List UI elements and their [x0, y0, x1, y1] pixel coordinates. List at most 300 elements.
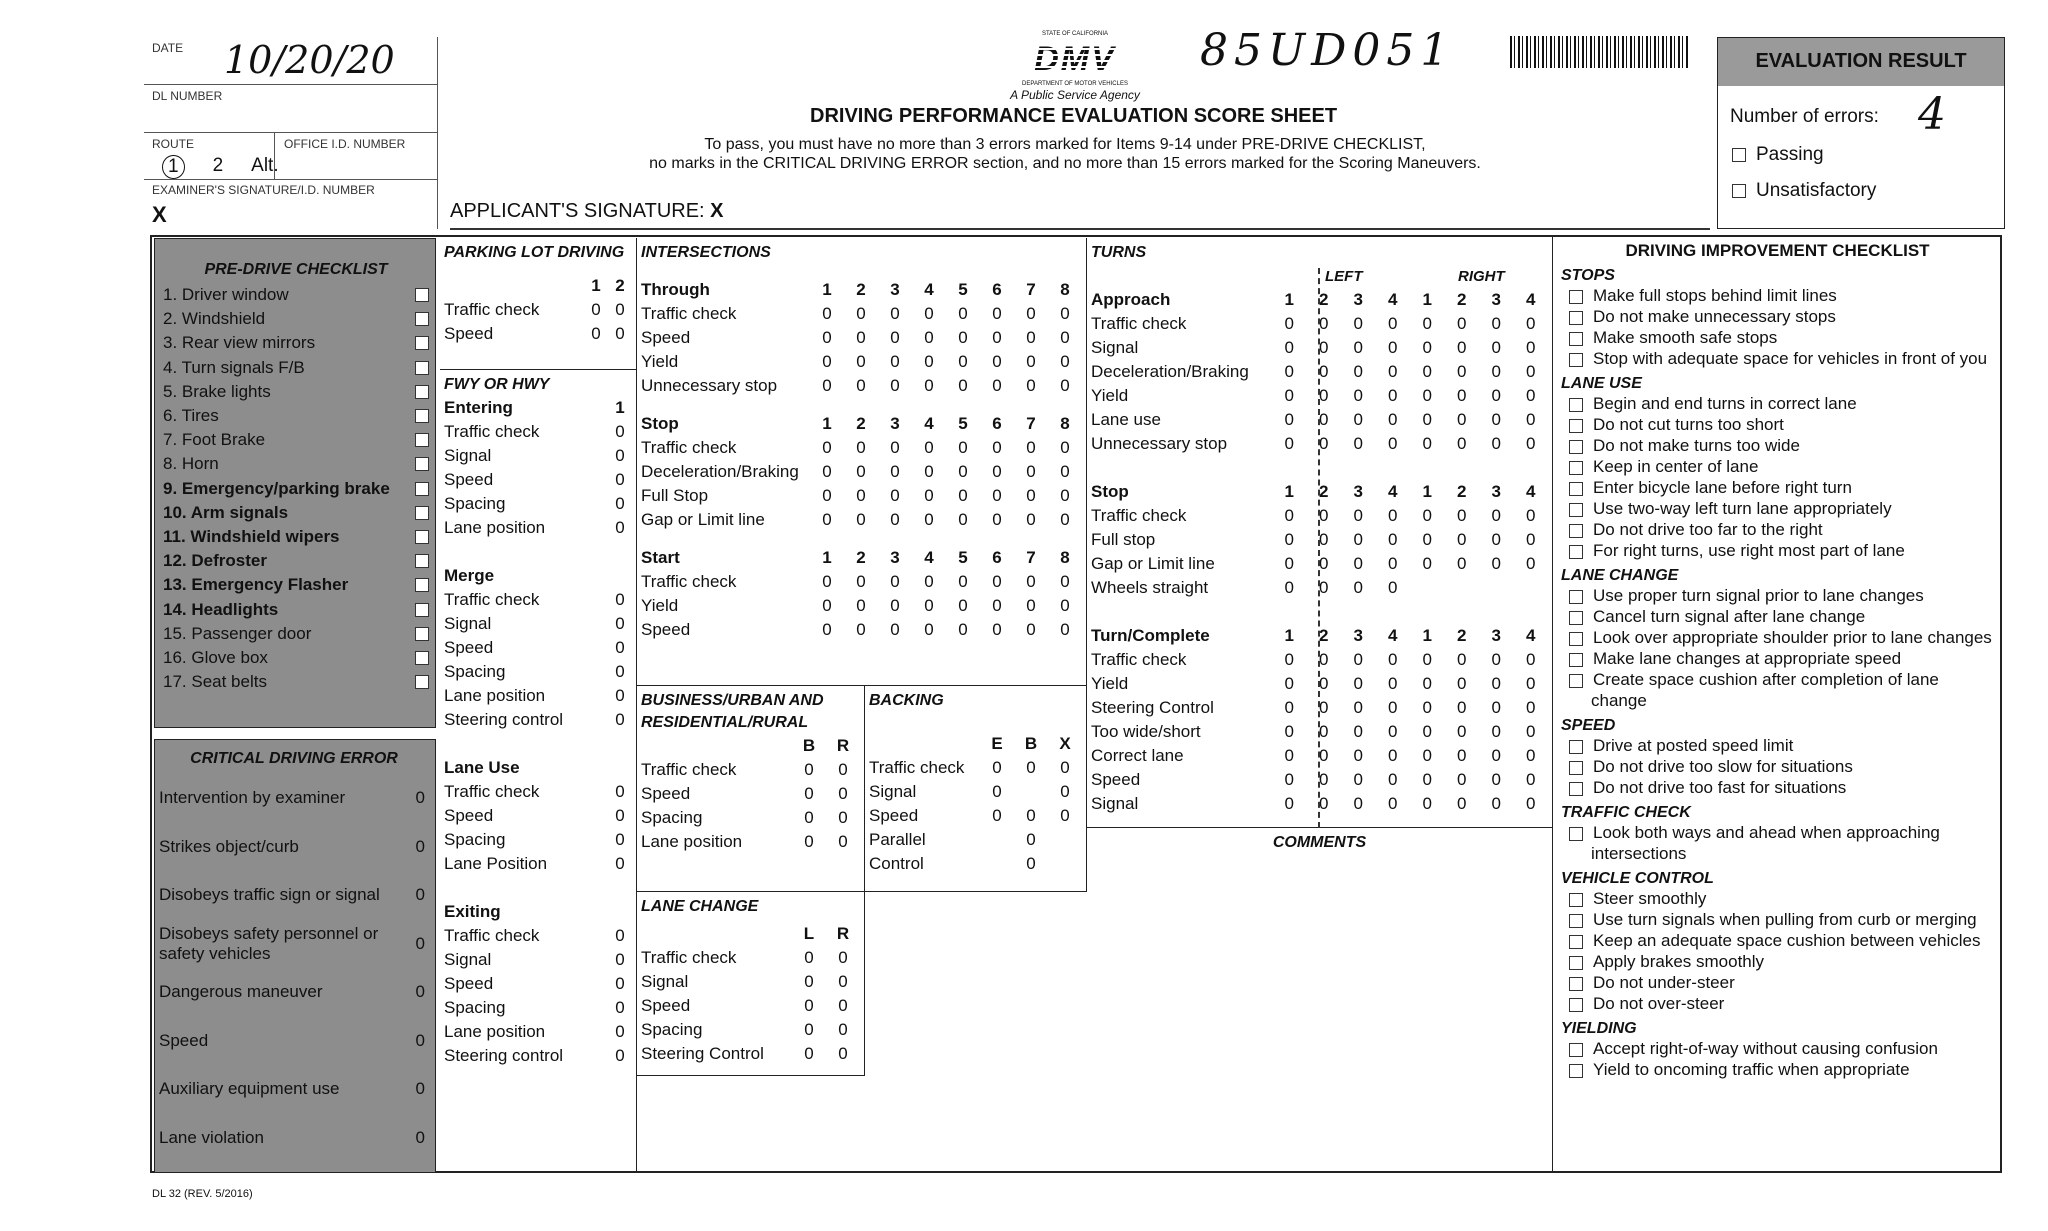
score-cell[interactable]: 0: [1060, 462, 1070, 481]
predrive-item[interactable]: [163, 597, 429, 621]
score-cell[interactable]: 0: [1457, 314, 1467, 333]
checkbox[interactable]: [1569, 503, 1583, 517]
score-cell[interactable]: 0: [890, 304, 900, 323]
route-option-alt[interactable]: Alt.: [251, 155, 279, 176]
score-cell[interactable]: 0: [856, 572, 866, 591]
score-cell[interactable]: 0: [1319, 362, 1329, 381]
score-cell[interactable]: 0: [1457, 722, 1467, 741]
score-cell[interactable]: 0: [804, 832, 814, 851]
checkbox[interactable]: [1569, 590, 1583, 604]
score-cell[interactable]: 0: [1026, 620, 1036, 639]
improvement-item[interactable]: [1561, 477, 1994, 498]
score-cell[interactable]: 0: [1457, 434, 1467, 453]
score-cell[interactable]: 0: [1060, 782, 1070, 801]
improvement-item[interactable]: [1561, 393, 1994, 414]
passing-checkbox[interactable]: [1732, 144, 1824, 166]
score-cell[interactable]: 0: [1388, 530, 1398, 549]
score-cell[interactable]: 0: [1284, 794, 1294, 813]
score-cell[interactable]: 0: [1388, 794, 1398, 813]
score-cell[interactable]: 0: [838, 784, 848, 803]
score-cell[interactable]: [1410, 578, 1445, 598]
improvement-item[interactable]: [1561, 951, 1994, 972]
score-cell[interactable]: 0: [992, 328, 1002, 347]
score-cell[interactable]: 0: [1491, 650, 1501, 669]
checkbox[interactable]: [415, 530, 429, 544]
score-cell[interactable]: 0: [1526, 674, 1536, 693]
score-cell[interactable]: 0: [856, 328, 866, 347]
critical-error-item[interactable]: [159, 920, 429, 969]
score-cell[interactable]: 0: [1026, 462, 1036, 481]
score-cell[interactable]: 0: [822, 596, 832, 615]
score-cell[interactable]: 0: [992, 304, 1002, 323]
score-cell[interactable]: 0: [958, 352, 968, 371]
score-cell[interactable]: 0: [1353, 794, 1363, 813]
score-cell[interactable]: 0: [1526, 746, 1536, 765]
score-cell[interactable]: 0: [1319, 314, 1329, 333]
predrive-item[interactable]: [163, 452, 429, 476]
score-cell[interactable]: 0: [1060, 510, 1070, 529]
checkbox[interactable]: [1569, 332, 1583, 346]
improvement-item[interactable]: [1561, 348, 1994, 369]
improvement-item[interactable]: [1561, 456, 1994, 477]
score-cell[interactable]: 0: [924, 328, 934, 347]
score-cell[interactable]: 0: [804, 972, 814, 991]
score-cell[interactable]: 0: [1388, 386, 1398, 405]
score-cell[interactable]: 0: [1457, 554, 1467, 573]
checkbox[interactable]: [1569, 545, 1583, 559]
score-cell[interactable]: 0: [1388, 338, 1398, 357]
score-cell[interactable]: [1014, 782, 1048, 802]
score-cell[interactable]: 0: [822, 510, 832, 529]
improvement-item[interactable]: [1561, 606, 1994, 627]
score-cell[interactable]: 0: [1526, 698, 1536, 717]
checkbox[interactable]: [1569, 740, 1583, 754]
score-cell[interactable]: 0: [1422, 746, 1432, 765]
critical-error-item[interactable]: [159, 1114, 429, 1163]
score-cell[interactable]: 0: [1026, 854, 1036, 873]
score-cell[interactable]: 0: [615, 998, 625, 1017]
score-cell[interactable]: 0: [924, 486, 934, 505]
score-cell[interactable]: 0: [1526, 530, 1536, 549]
score-cell[interactable]: 0: [890, 376, 900, 395]
checkbox[interactable]: [415, 433, 429, 447]
score-cell[interactable]: 0: [992, 806, 1002, 825]
score-cell[interactable]: 0: [924, 572, 934, 591]
score-cell[interactable]: 0: [1491, 410, 1501, 429]
checkbox[interactable]: [1569, 524, 1583, 538]
checkbox[interactable]: [1569, 935, 1583, 949]
score-cell[interactable]: 0: [958, 376, 968, 395]
score-cell[interactable]: 0: [615, 614, 625, 633]
score-cell[interactable]: 0: [1353, 434, 1363, 453]
checkbox[interactable]: [415, 385, 429, 399]
score-cell[interactable]: 0: [1284, 506, 1294, 525]
score-cell[interactable]: 0: [1491, 746, 1501, 765]
score-cell[interactable]: 0: [1457, 794, 1467, 813]
improvement-item[interactable]: [1561, 435, 1994, 456]
score-cell[interactable]: 0: [1491, 506, 1501, 525]
score-cell[interactable]: 0: [890, 596, 900, 615]
score-cell[interactable]: 0: [1388, 506, 1398, 525]
score-cell[interactable]: 0: [992, 782, 1002, 801]
score-cell[interactable]: 0: [890, 510, 900, 529]
examiner-signature-x[interactable]: X: [152, 202, 167, 227]
checkbox[interactable]: [415, 361, 429, 375]
predrive-item[interactable]: [163, 549, 429, 573]
predrive-item[interactable]: [163, 331, 429, 355]
predrive-item[interactable]: [163, 380, 429, 404]
score-cell[interactable]: 0: [1060, 806, 1070, 825]
score-cell[interactable]: 0: [615, 710, 625, 729]
score-cell[interactable]: 0: [1422, 650, 1432, 669]
score-cell[interactable]: 0: [615, 950, 625, 969]
route-options[interactable]: [162, 155, 279, 179]
checkbox[interactable]: [415, 554, 429, 568]
checkbox[interactable]: [415, 312, 429, 326]
score-cell[interactable]: 0: [992, 510, 1002, 529]
score-cell[interactable]: 0: [1526, 338, 1536, 357]
checkbox[interactable]: [415, 457, 429, 471]
improvement-item[interactable]: [1561, 822, 1994, 864]
checkbox[interactable]: [1569, 353, 1583, 367]
score-cell[interactable]: 0: [822, 438, 832, 457]
score-cell[interactable]: 0: [992, 352, 1002, 371]
unsatisfactory-checkbox[interactable]: [1732, 180, 1876, 202]
predrive-item[interactable]: [163, 428, 429, 452]
score-cell[interactable]: 0: [838, 1020, 848, 1039]
score-cell[interactable]: 0: [1026, 328, 1036, 347]
score-cell[interactable]: 0: [924, 596, 934, 615]
score-cell[interactable]: 0: [1319, 578, 1329, 597]
score-cell[interactable]: 0: [1284, 578, 1294, 597]
score-cell[interactable]: [980, 830, 1014, 850]
checkbox[interactable]: [415, 651, 429, 665]
score-cell[interactable]: 0: [1060, 352, 1070, 371]
score-cell[interactable]: 0: [1422, 698, 1432, 717]
score-cell[interactable]: 0: [924, 620, 934, 639]
score-cell[interactable]: 0: [1491, 722, 1501, 741]
checkbox[interactable]: [415, 288, 429, 302]
score-cell[interactable]: 0: [1284, 410, 1294, 429]
score-cell[interactable]: 0: [1284, 770, 1294, 789]
score-cell[interactable]: 0: [958, 596, 968, 615]
date-value[interactable]: 10/20/20: [224, 38, 395, 82]
score-cell[interactable]: [980, 854, 1014, 874]
improvement-item[interactable]: [1561, 306, 1994, 327]
score-cell[interactable]: 0: [1319, 338, 1329, 357]
score-cell[interactable]: 0: [1457, 650, 1467, 669]
score-cell[interactable]: 0: [1491, 362, 1501, 381]
score-cell[interactable]: 0: [1353, 362, 1363, 381]
score-cell[interactable]: 0: [591, 300, 601, 319]
score-cell[interactable]: 0: [1353, 314, 1363, 333]
score-cell[interactable]: 0: [958, 510, 968, 529]
checkbox[interactable]: [1732, 184, 1746, 198]
checkbox[interactable]: [1569, 782, 1583, 796]
score-cell[interactable]: 0: [1026, 572, 1036, 591]
score-cell[interactable]: 0: [1353, 506, 1363, 525]
score-cell[interactable]: 0: [1284, 434, 1294, 453]
score-cell[interactable]: 0: [1353, 674, 1363, 693]
checkbox[interactable]: [1569, 611, 1583, 625]
score-cell[interactable]: 0: [822, 462, 832, 481]
score-cell[interactable]: 0: [804, 760, 814, 779]
score-cell[interactable]: 0: [1388, 674, 1398, 693]
score-cell[interactable]: 0: [1491, 794, 1501, 813]
score-cell[interactable]: 0: [890, 352, 900, 371]
checkbox[interactable]: [1569, 956, 1583, 970]
score-cell[interactable]: 0: [890, 328, 900, 347]
checkbox[interactable]: [1569, 419, 1583, 433]
checkbox[interactable]: [1569, 398, 1583, 412]
score-cell[interactable]: 0: [1284, 314, 1294, 333]
score-cell[interactable]: 0: [838, 1044, 848, 1063]
checkbox[interactable]: [1569, 674, 1583, 688]
score-cell[interactable]: 0: [1284, 746, 1294, 765]
score-cell[interactable]: 0: [1526, 650, 1536, 669]
critical-error-item[interactable]: [159, 1017, 429, 1066]
score-cell[interactable]: 0: [1319, 722, 1329, 741]
score-cell[interactable]: 0: [1422, 386, 1432, 405]
score-cell[interactable]: 0: [615, 782, 625, 801]
score-cell[interactable]: 0: [1284, 674, 1294, 693]
score-cell[interactable]: 0: [890, 438, 900, 457]
score-cell[interactable]: 0: [1526, 386, 1536, 405]
score-cell[interactable]: 0: [890, 572, 900, 591]
score-cell[interactable]: 0: [856, 376, 866, 395]
checkbox[interactable]: [1569, 653, 1583, 667]
score-cell[interactable]: 0: [1457, 530, 1467, 549]
score-cell[interactable]: 0: [838, 972, 848, 991]
improvement-item[interactable]: [1561, 1059, 1994, 1080]
score-cell[interactable]: 0: [992, 620, 1002, 639]
score-cell[interactable]: 0: [1491, 386, 1501, 405]
checkbox[interactable]: [1569, 311, 1583, 325]
score-cell[interactable]: 0: [992, 462, 1002, 481]
score-cell[interactable]: 0: [1526, 506, 1536, 525]
score-cell[interactable]: 0: [1457, 362, 1467, 381]
checkbox[interactable]: [1569, 1043, 1583, 1057]
score-cell[interactable]: 0: [1422, 410, 1432, 429]
score-cell[interactable]: 0: [958, 620, 968, 639]
score-cell[interactable]: 0: [1422, 770, 1432, 789]
score-cell[interactable]: 0: [1491, 530, 1501, 549]
checkbox[interactable]: [1732, 148, 1746, 162]
score-cell[interactable]: 0: [1491, 554, 1501, 573]
score-cell[interactable]: 0: [992, 758, 1002, 777]
score-cell[interactable]: 0: [1026, 758, 1036, 777]
score-cell[interactable]: [1048, 830, 1082, 850]
score-cell[interactable]: 0: [615, 470, 625, 489]
score-cell[interactable]: [1479, 578, 1514, 598]
predrive-item[interactable]: [163, 646, 429, 670]
predrive-item[interactable]: [163, 356, 429, 380]
score-cell[interactable]: 0: [1319, 674, 1329, 693]
improvement-item[interactable]: [1561, 888, 1994, 909]
checkbox[interactable]: [415, 482, 429, 496]
score-cell[interactable]: 0: [1353, 554, 1363, 573]
score-cell[interactable]: 0: [838, 808, 848, 827]
score-cell[interactable]: 0: [1422, 794, 1432, 813]
score-cell[interactable]: 0: [890, 462, 900, 481]
score-cell[interactable]: 0: [1319, 434, 1329, 453]
score-cell[interactable]: 0: [992, 572, 1002, 591]
route-option-1[interactable]: 1: [162, 155, 185, 179]
score-cell[interactable]: 0: [890, 620, 900, 639]
score-cell[interactable]: 0: [1060, 758, 1070, 777]
score-cell[interactable]: 0: [1060, 328, 1070, 347]
score-cell[interactable]: 0: [1353, 530, 1363, 549]
score-cell[interactable]: 0: [1319, 794, 1329, 813]
score-cell[interactable]: 0: [615, 638, 625, 657]
score-cell[interactable]: [1445, 578, 1480, 598]
score-cell[interactable]: 0: [1319, 554, 1329, 573]
score-cell[interactable]: 0: [1422, 554, 1432, 573]
score-cell[interactable]: 0: [1026, 830, 1036, 849]
score-cell[interactable]: 0: [1422, 434, 1432, 453]
checkbox[interactable]: [1569, 998, 1583, 1012]
score-cell[interactable]: 0: [615, 806, 625, 825]
score-cell[interactable]: 0: [856, 510, 866, 529]
checkbox[interactable]: [1569, 440, 1583, 454]
score-cell[interactable]: 0: [856, 486, 866, 505]
score-cell[interactable]: 0: [822, 376, 832, 395]
score-cell[interactable]: 0: [924, 462, 934, 481]
predrive-item[interactable]: [163, 573, 429, 597]
checkbox[interactable]: [1569, 461, 1583, 475]
number-of-errors-value[interactable]: 4: [1918, 89, 1946, 140]
score-cell[interactable]: 0: [804, 808, 814, 827]
score-cell[interactable]: 0: [1457, 698, 1467, 717]
score-cell[interactable]: 0: [1388, 698, 1398, 717]
checkbox[interactable]: [1569, 893, 1583, 907]
score-cell[interactable]: 0: [1388, 434, 1398, 453]
score-cell[interactable]: 0: [822, 620, 832, 639]
score-cell[interactable]: 0: [1388, 362, 1398, 381]
score-cell[interactable]: 0: [1422, 362, 1432, 381]
score-cell[interactable]: 0: [992, 486, 1002, 505]
score-cell[interactable]: 0: [1284, 650, 1294, 669]
checkbox[interactable]: [1569, 827, 1583, 841]
score-cell[interactable]: 0: [1353, 410, 1363, 429]
score-cell[interactable]: 0: [822, 352, 832, 371]
score-cell[interactable]: 0: [1353, 746, 1363, 765]
score-cell[interactable]: 0: [1526, 434, 1536, 453]
improvement-item[interactable]: [1561, 993, 1994, 1014]
checkbox[interactable]: [415, 409, 429, 423]
score-cell[interactable]: 0: [1319, 506, 1329, 525]
score-cell[interactable]: 0: [924, 438, 934, 457]
score-cell[interactable]: 0: [1526, 722, 1536, 741]
improvement-item[interactable]: [1561, 327, 1994, 348]
score-cell[interactable]: 0: [924, 510, 934, 529]
score-cell[interactable]: 0: [615, 324, 625, 343]
score-cell[interactable]: 0: [804, 784, 814, 803]
checkbox[interactable]: [415, 675, 429, 689]
checkbox[interactable]: [415, 578, 429, 592]
score-cell[interactable]: 0: [1526, 410, 1536, 429]
score-cell[interactable]: 0: [1353, 338, 1363, 357]
score-cell[interactable]: 0: [804, 996, 814, 1015]
checkbox[interactable]: [1569, 977, 1583, 991]
improvement-item[interactable]: [1561, 285, 1994, 306]
score-cell[interactable]: 0: [615, 1046, 625, 1065]
score-cell[interactable]: 0: [992, 596, 1002, 615]
critical-error-item[interactable]: [159, 871, 429, 920]
checkbox[interactable]: [1569, 482, 1583, 496]
score-cell[interactable]: 0: [615, 494, 625, 513]
improvement-item[interactable]: [1561, 909, 1994, 930]
score-cell[interactable]: 0: [838, 948, 848, 967]
improvement-item[interactable]: [1561, 930, 1994, 951]
score-cell[interactable]: 0: [804, 1020, 814, 1039]
score-cell[interactable]: 0: [1353, 578, 1363, 597]
score-cell[interactable]: 0: [615, 300, 625, 319]
score-cell[interactable]: 0: [1457, 506, 1467, 525]
score-cell[interactable]: 0: [615, 830, 625, 849]
critical-error-item[interactable]: [159, 823, 429, 872]
score-cell[interactable]: 0: [1422, 506, 1432, 525]
score-cell[interactable]: 0: [1422, 338, 1432, 357]
score-cell[interactable]: 0: [615, 446, 625, 465]
score-cell[interactable]: 0: [992, 376, 1002, 395]
score-cell[interactable]: 0: [1060, 572, 1070, 591]
improvement-item[interactable]: [1561, 756, 1994, 777]
checkbox[interactable]: [1569, 290, 1583, 304]
critical-error-item[interactable]: [159, 968, 429, 1017]
score-cell[interactable]: 0: [1319, 386, 1329, 405]
score-cell[interactable]: 0: [1526, 314, 1536, 333]
score-cell[interactable]: 0: [856, 304, 866, 323]
score-cell[interactable]: 0: [1422, 314, 1432, 333]
improvement-item[interactable]: [1561, 498, 1994, 519]
score-cell[interactable]: 0: [856, 596, 866, 615]
improvement-item[interactable]: [1561, 735, 1994, 756]
predrive-item[interactable]: [163, 404, 429, 428]
improvement-item[interactable]: [1561, 540, 1994, 561]
score-cell[interactable]: 0: [1457, 746, 1467, 765]
score-cell[interactable]: 0: [822, 304, 832, 323]
score-cell[interactable]: 0: [1388, 650, 1398, 669]
score-cell[interactable]: 0: [822, 486, 832, 505]
score-cell[interactable]: 0: [615, 422, 625, 441]
predrive-item[interactable]: [163, 283, 429, 307]
score-cell[interactable]: 0: [1422, 674, 1432, 693]
checkbox[interactable]: [415, 627, 429, 641]
score-cell[interactable]: 0: [615, 974, 625, 993]
score-cell[interactable]: 0: [591, 324, 601, 343]
score-cell[interactable]: 0: [1388, 722, 1398, 741]
route-option-2[interactable]: 2: [212, 155, 224, 176]
score-cell[interactable]: 0: [856, 620, 866, 639]
score-cell[interactable]: 0: [1026, 304, 1036, 323]
score-cell[interactable]: 0: [1284, 362, 1294, 381]
score-cell[interactable]: 0: [1353, 650, 1363, 669]
checkbox[interactable]: [415, 506, 429, 520]
checkbox[interactable]: [1569, 761, 1583, 775]
predrive-item[interactable]: [163, 307, 429, 331]
score-cell[interactable]: 0: [822, 328, 832, 347]
score-cell[interactable]: 0: [838, 832, 848, 851]
score-cell[interactable]: 0: [1060, 376, 1070, 395]
predrive-item[interactable]: [163, 525, 429, 549]
score-cell[interactable]: 0: [1457, 770, 1467, 789]
score-cell[interactable]: 0: [1353, 386, 1363, 405]
critical-error-item[interactable]: [159, 1065, 429, 1114]
score-cell[interactable]: 0: [1526, 554, 1536, 573]
score-cell[interactable]: 0: [1388, 578, 1398, 597]
improvement-item[interactable]: [1561, 414, 1994, 435]
